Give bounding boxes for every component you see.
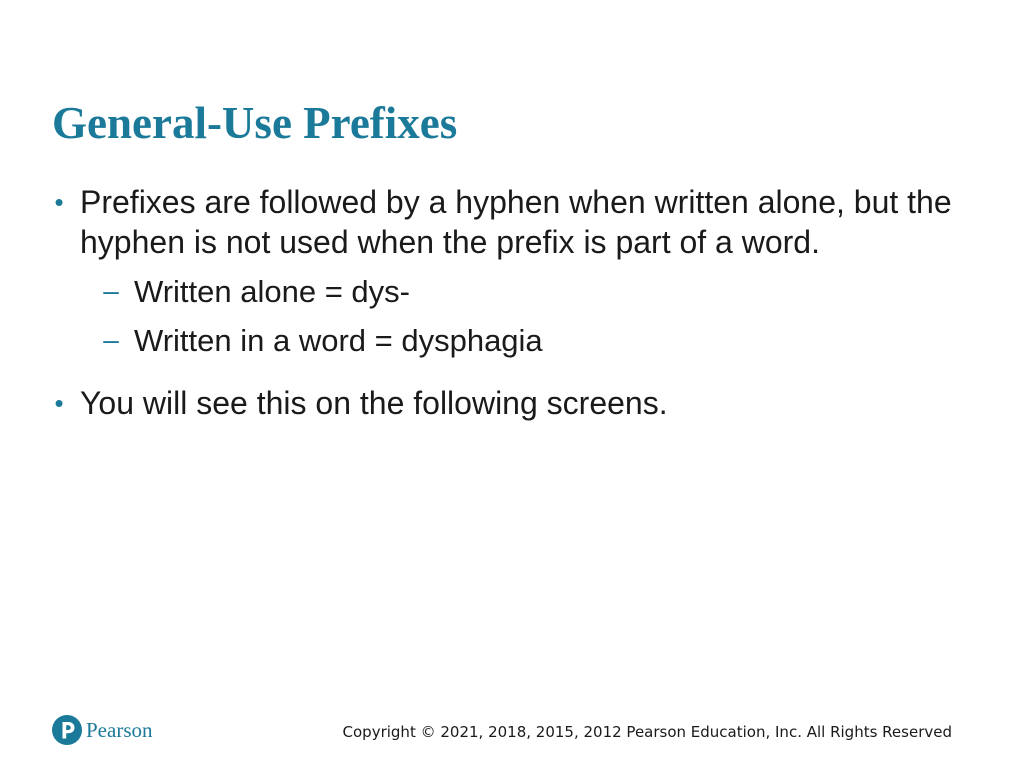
- bullet-list: [52, 182, 972, 423]
- sub-bullet-list: [80, 272, 972, 361]
- sub-bullet-text: Written alone = dys-: [134, 274, 410, 309]
- bullet-marker: •: [54, 187, 64, 217]
- sub-bullet-item: [80, 272, 972, 312]
- sub-bullet-marker: –: [103, 324, 119, 355]
- bullet-marker: •: [54, 388, 64, 418]
- bullet-text: Prefixes are followed by a hyphen when written alone, but the hyphen is not used when the prefix is part of a word.: [80, 184, 952, 260]
- pearson-logo: [52, 714, 153, 746]
- pearson-p-icon: [52, 715, 82, 745]
- sub-bullet-marker: –: [103, 275, 119, 306]
- bullet-item: [52, 182, 972, 361]
- bullet-item: [52, 383, 972, 423]
- slide-title: General-Use Prefixes: [52, 98, 458, 148]
- sub-bullet-text: Written in a word = dysphagia: [134, 323, 543, 358]
- pearson-logo-text: Pearson: [86, 718, 153, 742]
- copyright-notice: Copyright © 2021, 2018, 2015, 2012 Pearson Education, Inc. All Rights Reserved: [342, 723, 952, 741]
- sub-bullet-item: [80, 321, 972, 361]
- bullet-text: You will see this on the following screens.: [80, 385, 668, 421]
